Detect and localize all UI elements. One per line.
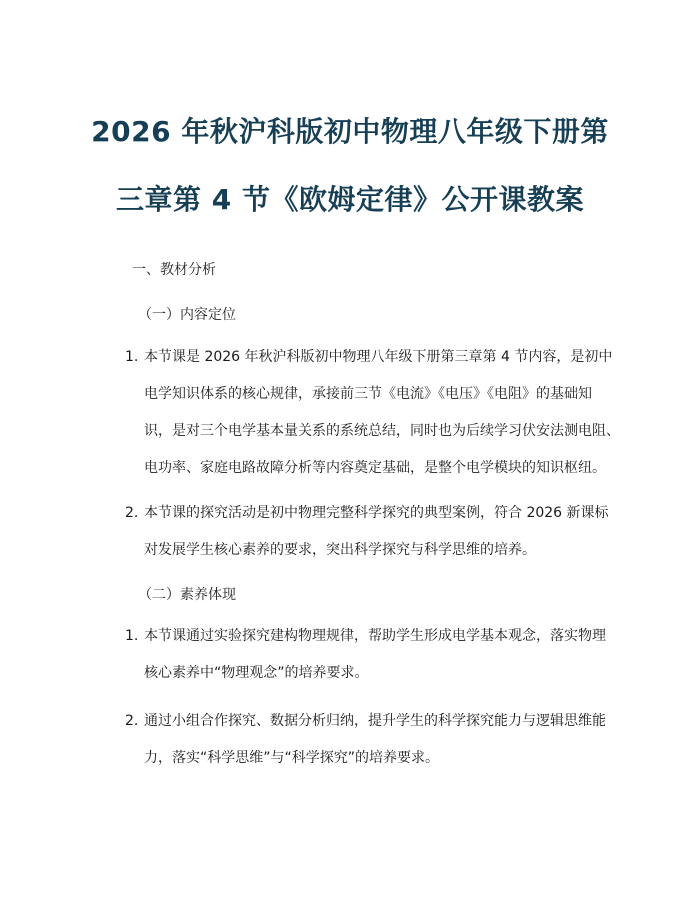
paragraph-line: 电功率、家庭电路故障分析等内容奠定基础，是整个电学模块的知识枢纽。 [144,460,606,476]
list-item-text [144,495,620,569]
list-item-number: 2. [125,713,139,729]
paragraph-line: 力，落实“科学思维”与“科学探究”的培养要求。 [144,750,440,766]
list-item [125,703,610,779]
list-item-number: 1. [125,349,139,365]
list-item-text [144,703,620,777]
paragraph-line: 通过小组合作探究、数据分析归纳，提升学生的科学探究能力与逻辑思维能 [144,713,606,729]
paragraph-line: 电学知识体系的核心规律，承接前三节《电流》《电压》《电阻》的基础知 [144,386,592,402]
paragraph-line: 本节课通过实验探究建构物理规律，帮助学生形成电学基本观念，落实物理 [144,628,606,644]
paragraph-line: 对发展学生核心素养的要求，突出科学探究与科学思维的培养。 [144,542,536,558]
paragraph-line: 识，是对三个电学基本量关系的系统总结，同时也为后续学习伏安法测电阻、 [144,423,620,439]
paragraph-line: 本节课是 2026 年秋沪科版初中物理八年级下册第三章第 4 节内容，是初中 [144,349,613,365]
list-item-text [144,339,620,487]
list-item-number: 1. [125,628,139,644]
document-title-line2: 三章第 4 节《欧姆定律》公开课教案 [116,183,584,216]
list-item [125,339,620,489]
list-item [125,495,610,571]
document-title-line1: 2026 年秋沪科版初中物理八年级下册第 [91,115,609,148]
list-item-text [144,618,620,692]
list-item [125,618,610,694]
list-item-number: 2. [125,505,139,521]
section-heading-textbook-analysis: 一、教材分析 [132,262,216,278]
subsection-heading-content-positioning: （一）内容定位 [138,307,236,323]
paragraph-line: 本节课的探究活动是初中物理完整科学探究的典型案例，符合 2026 新课标 [144,505,609,521]
paragraph-line: 核心素养中“物理观念”的培养要求。 [144,665,369,681]
subsection-heading-literacy: （二）素养体现 [138,587,236,603]
